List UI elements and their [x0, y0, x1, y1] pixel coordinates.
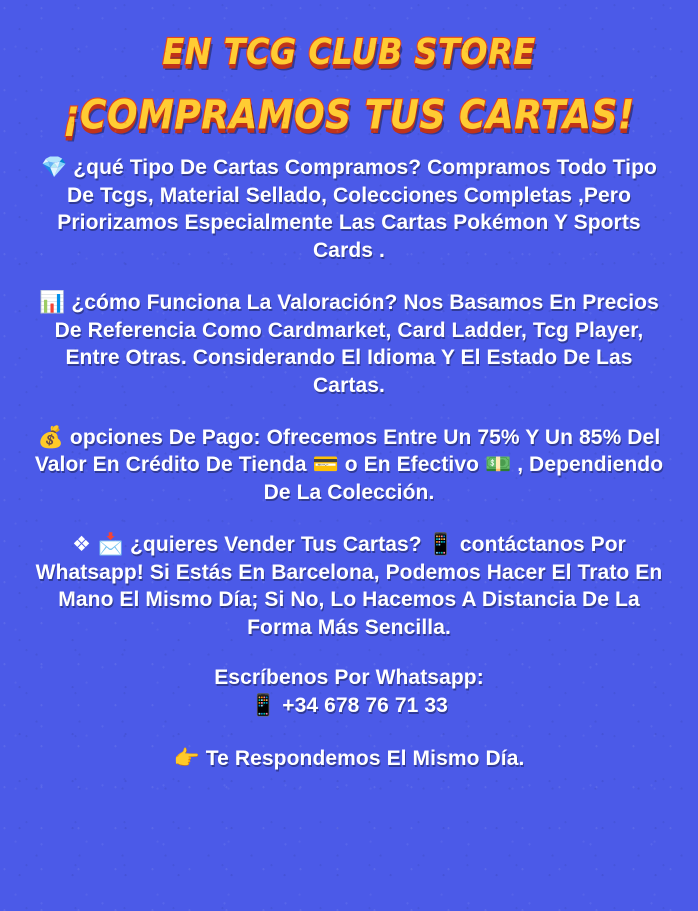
section-sell-cards-heading: ¿quieres Vender Tus Cartas? [129, 532, 422, 556]
footer-note-text: Te Respondemos El Mismo Día. [205, 747, 525, 771]
section-payment [22, 424, 676, 507]
section-card-types-body: Compramos Todo Tipo De Tcgs, Material Sellado, Colecciones Completas ,Pero Priorizamos Especialmente Las Cartas Pokémon Y Sports Cards . [57, 156, 657, 263]
contact-call-to-action: Escríbenos Por Whatsapp: [214, 665, 484, 689]
section-valuation [22, 289, 676, 400]
section-sell-cards [22, 531, 676, 642]
gem-icon: 💎 [41, 155, 68, 179]
pointing-right-icon: 👉 [173, 746, 200, 771]
headline-line-2: ¡COMPRAMOS TUS CARTAS! [63, 92, 635, 139]
footer-note [22, 745, 676, 773]
contact-block [22, 664, 676, 719]
section-valuation-heading: ¿cómo Funciona La Valoración? [71, 290, 398, 314]
headline-line-1: EN TCG CLUB STORE [162, 30, 536, 74]
contact-phone-number[interactable]: +34 678 76 71 33 [282, 693, 448, 717]
section-payment-heading: opciones De Pago: [69, 425, 261, 449]
money-bag-icon: 💰 [37, 424, 64, 449]
mobile-phone-icon: 📱 [250, 692, 277, 717]
headline-block [22, 30, 676, 139]
bar-chart-icon: 📊 [39, 289, 66, 314]
section-payment-body-pre: Ofrecemos Entre Un 75% Y Un 85% Del Valor En Crédito De Tienda [34, 425, 661, 477]
section-sell-cards-body: contáctanos Por Whatsapp! Si Estás En Barcelona, Podemos Hacer El Trato En Mano El Mismo Día; Si No, Lo Hacemos A Distancia De La Forma Más Sencilla. [35, 532, 663, 640]
incoming-envelope-icon: ❖ 📩 [72, 531, 125, 556]
credit-card-icon: 💳 [312, 452, 339, 477]
section-card-types-heading: ¿qué Tipo De Cartas Compramos? [73, 156, 422, 179]
section-card-types [22, 154, 676, 265]
body-blocks [22, 154, 676, 773]
mobile-phone-icon: 📱 [427, 531, 454, 556]
section-valuation-body: Nos Basamos En Precios De Referencia Como Cardmarket, Card Ladder, Tcg Player, Entre Otras. Considerando El Idioma Y El Estado De Las Cartas. [54, 290, 659, 398]
section-payment-body-mid: o En Efectivo [344, 453, 485, 477]
cash-icon: 💵 [485, 452, 512, 477]
section-payment-body-post: , Dependiendo De La Colección. [263, 453, 664, 505]
